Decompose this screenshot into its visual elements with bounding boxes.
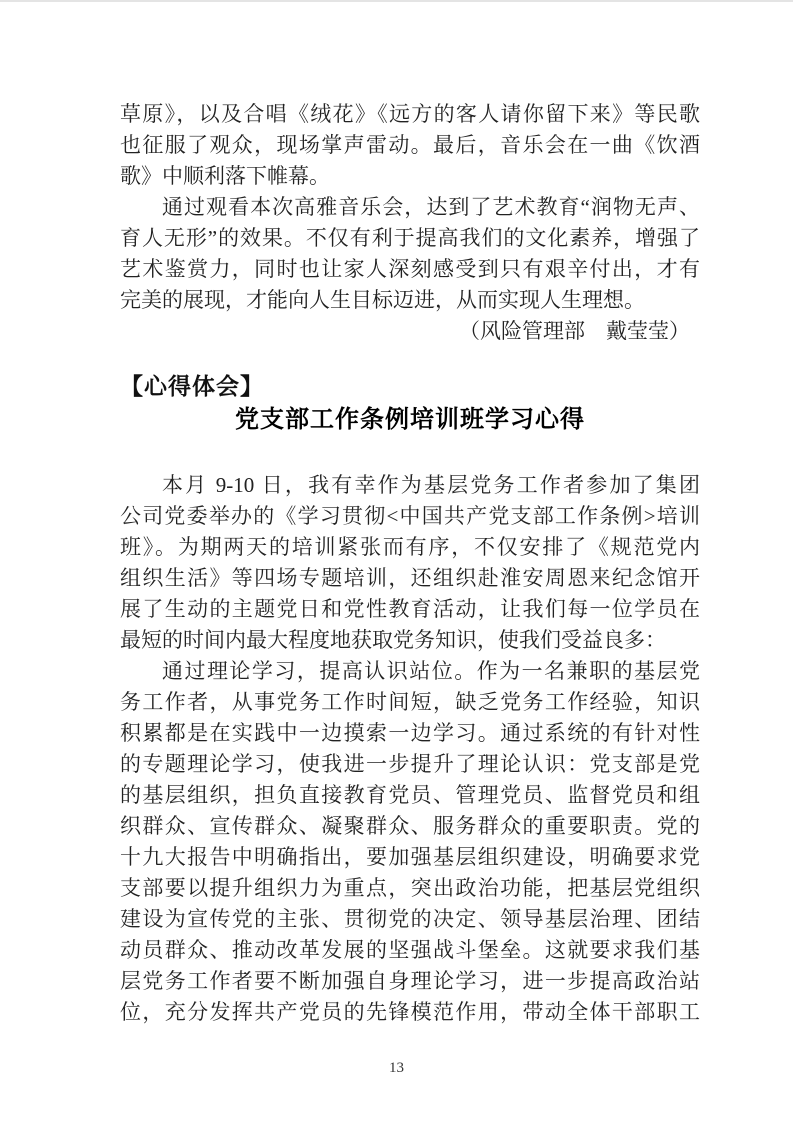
text-line: 艺术鉴赏力，同时也让家人深刻感受到只有艰辛付出，才有 xyxy=(120,257,700,281)
text-line: 育人无形”的效果。不仅有利于提高我们的文化素养，增强了 xyxy=(120,226,700,250)
paragraph-concert-reflection xyxy=(120,192,700,316)
text-line: 最短的时间内最大程度地获取党务知识，使我们受益良多： xyxy=(120,628,666,652)
attribution-line: （风险管理部 戴莹莹） xyxy=(459,319,690,343)
text-line: 完美的展现，才能向人生目标迈进，从而实现人生理想。 xyxy=(120,288,645,312)
text-line: 层党务工作者要不断加强自身理论学习，进一步提高政治站 xyxy=(120,969,700,993)
text-line: 的基层组织，担负直接教育党员、管理党员、监督党员和组 xyxy=(120,783,700,807)
text-line: 本月 9-10 日，我有幸作为基层党务工作者参加了集团 xyxy=(162,473,700,497)
text-line: 展了生动的主题党日和党性教育活动，让我们每一位学员在 xyxy=(120,597,700,621)
text-line: 动员群众、推动改革发展的坚强战斗堡垒。这就要求我们基 xyxy=(120,938,700,962)
paragraph-training-intro xyxy=(120,470,700,656)
section-heading: 【心得体会】 xyxy=(120,374,264,399)
text-line: 通过理论学习，提高认识站位。作为一名兼职的基层党 xyxy=(162,659,700,683)
paragraph-theory-study xyxy=(120,656,700,1028)
text-line: 歌》中顺利落下帷幕。 xyxy=(120,164,330,188)
text-line: 位，充分发挥共产党员的先锋模范作用，带动全体干部职工 xyxy=(120,1000,700,1024)
text-line: 务工作者，从事党务工作时间短，缺乏党务工作经验，知识 xyxy=(120,690,700,714)
text-line: 组织生活》等四场专题培训，还组织赴淮安周恩来纪念馆开 xyxy=(120,566,700,590)
text-line: 织群众、宣传群众、凝聚群众、服务群众的重要职责。党的 xyxy=(120,814,700,838)
text-line: 草原》，以及合唱《绒花》《远方的客人请你留下来》等民歌 xyxy=(120,102,700,126)
text-line: 通过观看本次高雅音乐会，达到了艺术教育“润物无声、 xyxy=(162,195,700,219)
text-line: 十九大报告中明确指出，要加强基层组织建设，明确要求党 xyxy=(120,845,700,869)
text-line: 积累都是在实践中一边摸索一边学习。通过系统的有针对性 xyxy=(120,721,700,745)
paragraph-concert-continuation xyxy=(120,99,700,192)
text-line: 公司党委举办的《学习贯彻<中国共产党支部工作条例>培训 xyxy=(120,504,700,528)
page-number: 13 xyxy=(389,1060,404,1076)
text-line: 班》。为期两天的培训紧张而有序，不仅安排了《规范党内 xyxy=(120,535,700,559)
text-line: 支部要以提升组织力为重点，突出政治功能，把基层党组织 xyxy=(120,876,700,900)
text-column xyxy=(120,99,700,1028)
text-line: 建设为宣传党的主张、贯彻党的决定、领导基层治理、团结 xyxy=(120,907,700,931)
article-title: 党支部工作条例培训班学习心得 xyxy=(235,406,585,433)
text-line: 也征服了观众，现场掌声雷动。最后，音乐会在一曲《饮酒 xyxy=(120,133,700,157)
text-line: 的专题理论学习，使我进一步提升了理论认识：党支部是党 xyxy=(120,752,700,776)
